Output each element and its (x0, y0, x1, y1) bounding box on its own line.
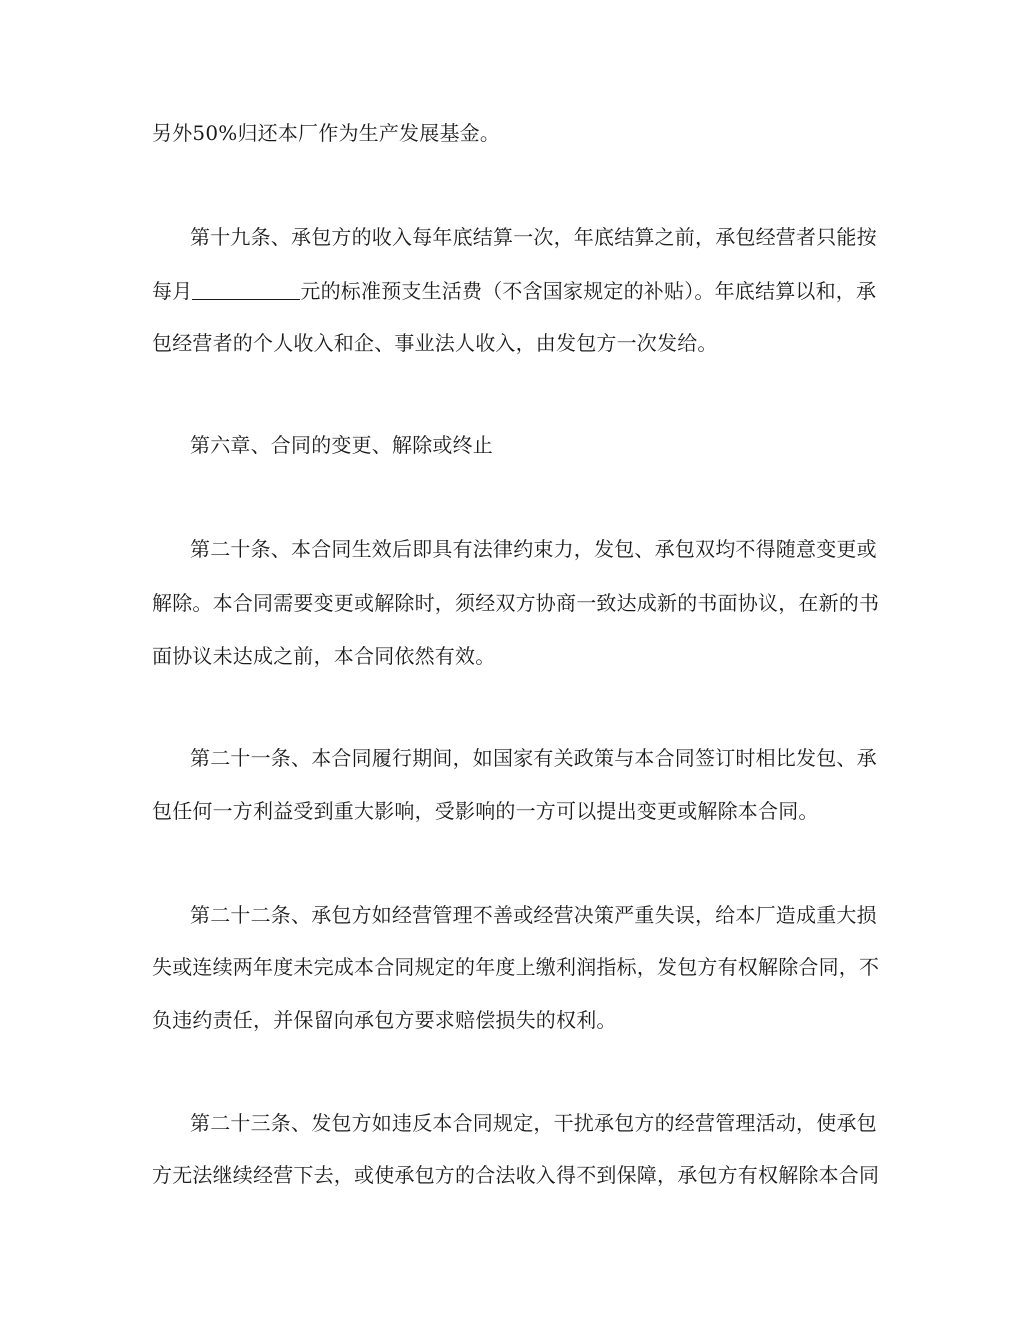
text-line: 另外50%归还本厂作为生产发展基金。 (152, 121, 501, 145)
article-20-line-3: 面协议未达成之前，本合同依然有效。 (152, 644, 496, 668)
article-21-line-2: 包任何一方利益受到重大影响，受影响的一方可以提出变更或解除本合同。 (152, 799, 819, 823)
article-20-line-1: 第二十条、本合同生效后即具有法律约束力，发包、承包双均不得随意变更或 (190, 537, 877, 561)
article-19-line-3: 包经营者的个人收入和企、事业法人收入，由发包方一次发给。 (152, 331, 718, 355)
article-23-line-1: 第二十三条、发包方如违反本合同规定，干扰承包方的经营管理活动，使承包 (190, 1111, 877, 1135)
article-22-line-1: 第二十二条、承包方如经营管理不善或经营决策严重失误，给本厂造成重大损 (190, 903, 877, 927)
article-21-line-1: 第二十一条、本合同履行期间，如国家有关政策与本合同签订时相比发包、承 (190, 746, 877, 770)
article-19-line-1: 第十九条、承包方的收入每年底结算一次，年底结算之前，承包经营者只能按 (190, 225, 877, 249)
article-22-line-2: 失或连续两年度未完成本合同规定的年度上缴利润指标，发包方有权解除合同，不 (152, 955, 880, 979)
article-23-line-2: 方无法继续经营下去，或使承包方的合法收入得不到保障，承包方有权解除本合同 (152, 1163, 880, 1187)
amount-blank-field[interactable] (192, 279, 300, 300)
article-22-line-3: 负违约责任，并保留向承包方要求赔偿损失的权利。 (152, 1008, 617, 1032)
article-19-line-2-text: 元的标准预支生活费（不含国家规定的补贴）。年底结算以和，承 (300, 279, 877, 303)
monthly-label: 每月 (152, 279, 193, 303)
chapter-6-heading: 第六章、合同的变更、解除或终止 (190, 433, 493, 457)
article-19-line-2 (152, 276, 892, 306)
article-20-line-2: 解除。本合同需要变更或解除时，须经双方协商一致达成新的书面协议，在新的书 (152, 591, 880, 615)
